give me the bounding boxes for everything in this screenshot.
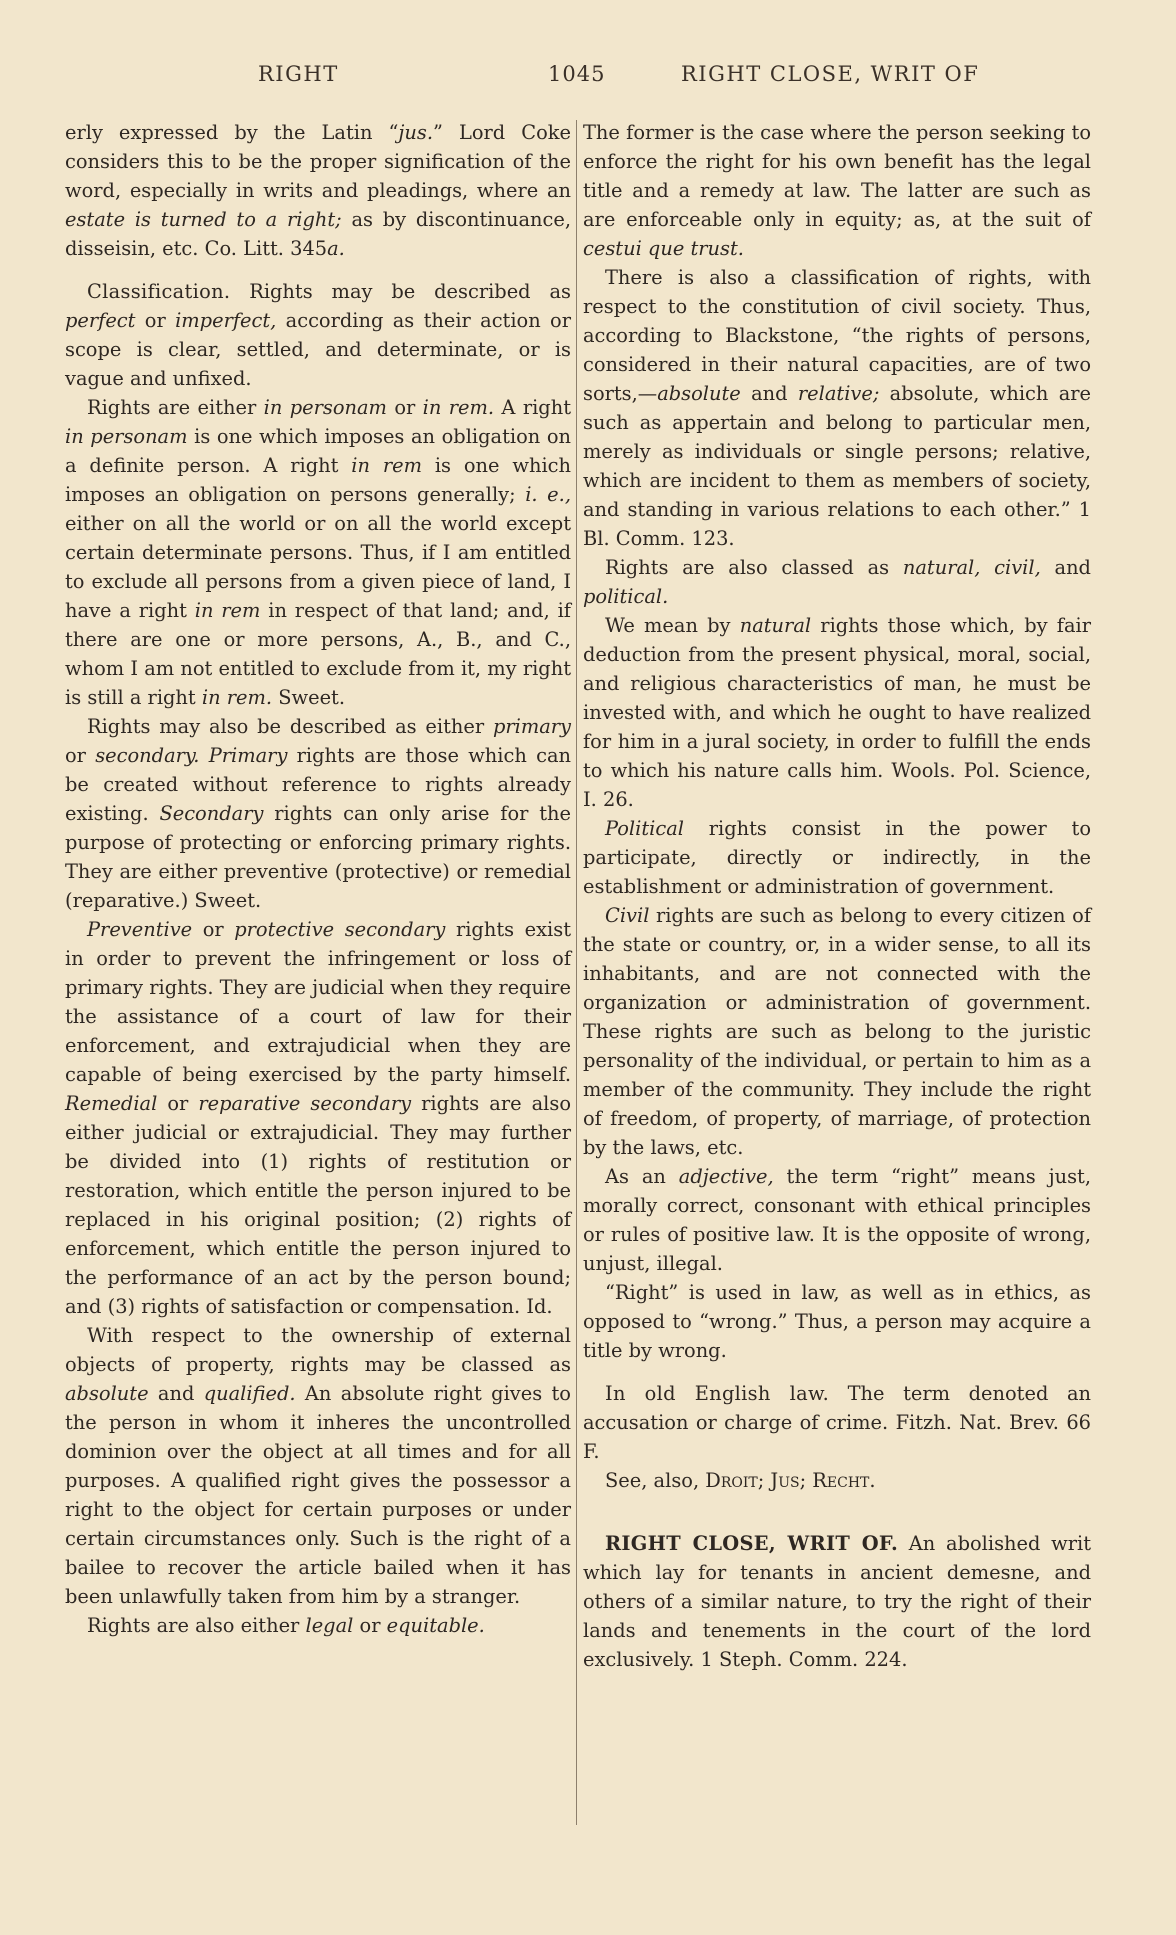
paragraph: Rights are also either legal or equitable.: [87, 1614, 485, 1637]
paragraph: Rights are also classed as natural, civil, and political.: [583, 556, 1091, 608]
paragraph: Classification. Rights may be described as perfect or imperfect, according as their action or scope is clear, settled, and determinate, or is vague and unfixed.: [65, 280, 571, 390]
entry-headword: RIGHT CLOSE, WRIT OF.: [605, 1532, 899, 1555]
paragraph: There is also a classification of rights, with respect to the constitution of civil society. Thus, according to Blackstone, “the rights of persons, considered in their natural capacities, are of two sorts,—absolute and relative; absolute, which are such as appertain and belong to particular men, merely as individuals or single persons; relative, which are incident to them as members of society, and standing in various relations to each other.” 1 Bl. Comm. 123.: [583, 266, 1091, 550]
paragraph: With respect to the ownership of external objects of property, rights may be classed as absolute and qualified. An absolute right gives to the person in whom it inheres the uncontrolled dominion over the object at all times and for all purposes. A qualified right gives the possessor a right to the object for certain purposes or under certain circumstances only. Such is the right of a bailee to recover the article bailed when it has been unlawfully taken from him by a stranger.: [65, 1324, 571, 1608]
paragraph: The former is the case where the person seeking to enforce the right for his own benefit has the legal title and a remedy at law. The latter are such as are enforceable only in equity; as, at the suit of cestui que trust.: [583, 121, 1091, 260]
left-column: [65, 118, 571, 1640]
paragraph: Political rights consist in the power to participate, directly or indirectly, in the establishment or administration of government.: [583, 817, 1091, 898]
paragraph: Civil rights are such as belong to every citizen of the state or country, or, in a wider sense, to all its inhabitants, and are not connected with the organization or administration of government. These rights are such as belong to the juristic personality of the individual, or pertain to him as a member of the community. They include the right of freedom, of property, of marriage, of protection by the laws, etc.: [583, 904, 1091, 1159]
paragraph: In old English law. The term denoted an accusation or charge of crime. Fitzh. Nat. Brev. 66 F.: [583, 1382, 1091, 1463]
section-lead: In old English law.: [605, 1382, 830, 1405]
paragraph: We mean by natural rights those which, by fair deduction from the present physical, moral, social, and religious characteristics of man, he must be invested with, and which he ought to have realized for him in a jural society, in order to fulfill the ends to which his nature calls him. Wools. Pol. Science, I. 26.: [583, 614, 1091, 811]
paragraph: Rights are either in personam or in rem. A right in personam is one which imposes an obligation on a definite person. A right in rem is one which imposes an obligation on persons generally; i. e., either on all the world or on all the world except certain determinate persons. Thus, if I am entitled to exclude all persons from a given piece of land, I have a right in rem in respect of that land; and, if there are one or more persons, A., B., and C., whom I am not entitled to exclude from it, my right is still a right in rem. Sweet.: [65, 396, 571, 709]
paragraph: Preventive or protective secondary rights exist in order to prevent the infringement or loss of primary rights. They are judicial when they require the assistance of a court of law for their enforcement, and extrajudicial when they are capable of being exercised by the party himself. Remedial or reparative secondary rights are also either judicial or extrajudicial. They may further be divided into (1) rights of restitution or restoration, which entitle the person injured to be replaced in his original position; (2) rights of enforcement, which entitle the person injured to the performance of an act by the person bound; and (3) rights of satisfaction or compensation. Id.: [65, 918, 571, 1318]
dictionary-entry: RIGHT CLOSE, WRIT OF. An abolished writ which lay for tenants in ancient demesne, and others of a similar nature, to try the right of their lands and tenements in the court of the lord exclusively. 1 Steph. Comm. 224.: [583, 1532, 1091, 1671]
paragraph: Rights may also be described as either primary or secondary. Primary rights are those which can be created without reference to rights already existing. Secondary rights can only arise for the purpose of protecting or enforcing primary rights. They are either preventive (protective) or remedial (reparative.) Sweet.: [65, 715, 572, 912]
paragraph: As an adjective, the term “right” means just, morally correct, consonant with ethical principles or rules of positive law. It is the opposite of wrong, unjust, illegal.: [583, 1165, 1091, 1275]
cross-reference: See, also, Droit; Jus; Recht.: [605, 1469, 876, 1492]
running-head-right: RIGHT CLOSE, WRIT OF: [681, 62, 980, 86]
section-lead: Classification.: [87, 280, 231, 303]
page-number: 1045: [548, 62, 606, 86]
paragraph: “Right” is used in law, as well as in ethics, as opposed to “wrong.” Thus, a person may acquire a title by wrong.: [583, 1281, 1091, 1362]
right-column: [583, 118, 1091, 1674]
running-head-left: RIGHT: [258, 62, 339, 86]
paragraph: erly expressed by the Latin “jus.” Lord Coke considers this to be the proper signification of the word, especially in writs and pleadings, where an estate is turned to a right; as by discontinuance, disseisin, etc. Co. Litt. 345a.: [65, 121, 571, 260]
column-divider: [576, 120, 577, 1825]
